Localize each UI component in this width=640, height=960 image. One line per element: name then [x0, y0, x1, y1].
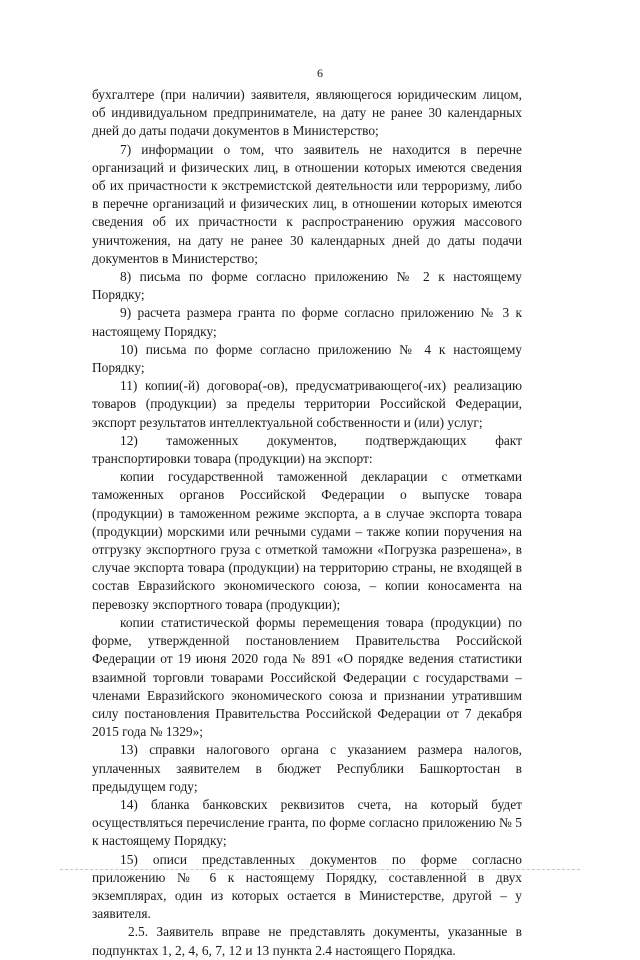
paragraph-item-10: 10) письма по форме согласно приложению № 4 к настоящему Порядку;: [92, 341, 522, 376]
paragraph-item-8: 8) письма по форме согласно приложению № 2 к настоящему Порядку;: [92, 269, 522, 303]
footer-divider: [60, 869, 580, 870]
page-number: 6: [317, 66, 323, 80]
document-body: [92, 86, 522, 960]
paragraph-customs-declaration: копии государственной таможенной декларации с отметками таможенных органов Российской Федерации о выпуске товара (продукции) в таможенном режиме экспорта, а в случае экспорта товара (продукции) морскими или речными судами – также копии поручения на отгрузку экспортного груза с отметкой таможни «Погрузка разрешена», в случае экспорта товара (продукции) на территорию страны, не входящей в состав Евразийского экономического союза, – копии коносамента на перевозку экспортного товара (продукции);: [92, 469, 522, 612]
paragraph-statistical-form: копии статистической формы перемещения товара (продукции) по форме, утвержденной постановлением Правительства Российской Федерации от 19 июня 2020 года № 891 «О порядке ведения статистики взаимной торговли товарами Российской Федерации с государствами – членами Евразийского экономического союза и признании утратившим силу постановления Правительства Российской Федерации от 7 декабря 2015 года № 1329»;: [92, 614, 522, 740]
paragraph-item-12: 12) таможенных документов, подтверждающих факт транспортировки товара (продукции) на экспорт:: [92, 432, 522, 467]
paragraph-item-7: 7) информации о том, что заявитель не находится в перечне организаций и физических лиц, в отношении которых имеются сведения об их причастности к экстремистской деятельности или терроризму, либо в перечне организаций и физических лиц, в отношении которых имеются сведения об их причастности к распространению оружия массового уничтожения, на дату не ранее 30 календарных дней до даты подачи документов в Министерство;: [92, 141, 522, 266]
paragraph-continuation: бухгалтере (при наличии) заявителя, являющегося юридическим лицом, об индивидуальном предпринимателе, на дату не ранее 30 календарных дней до даты подачи документов в Министерство;: [92, 87, 522, 139]
paragraph-item-13: 13) справки налогового органа с указанием размера налогов, уплаченных заявителем в бюджет Республики Башкортостан в предыдущем году;: [92, 742, 522, 794]
paragraph-section-2-5: 2.5. Заявитель вправе не представлять документы, указанные в подпунктах 1, 2, 4, 6, 7, 12 и 13 пункта 2.4 настоящего Порядка.: [92, 924, 522, 958]
paragraph-item-14: 14) бланка банковских реквизитов счета, на который будет осуществляться перечисление гранта, по форме согласно приложению № 5 к настоящему Порядку;: [92, 796, 522, 849]
paragraph-item-9: 9) расчета размера гранта по форме согласно приложению № 3 к настоящему Порядку;: [92, 305, 522, 339]
paragraph-item-15: 15) описи представленных документов по форме согласно приложению № 6 к настоящему Порядку, составленной в двух экземплярах, один из которых остается в Министерстве, другой – у заявителя.: [92, 851, 522, 922]
paragraph-item-11: 11) копии(-й) договора(-ов), предусматривающего(-их) реализацию товаров (продукции) за пределы территории Российской Федерации, экспорт результатов интеллектуальной собственности и (или) услуг;: [92, 378, 522, 430]
